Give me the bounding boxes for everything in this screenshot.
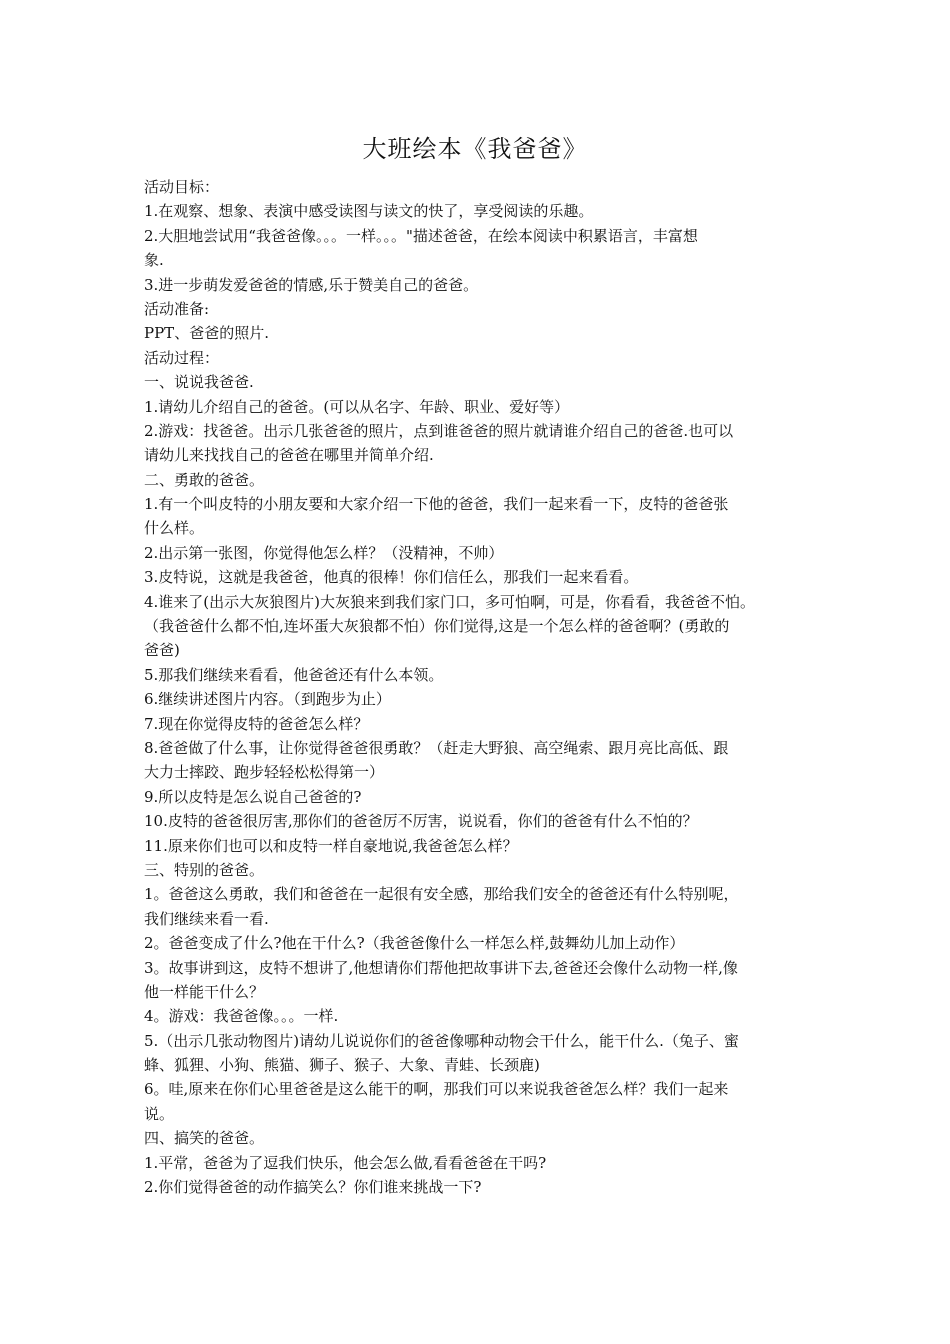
text-line: 6。哇,原来在你们心里爸爸是这么能干的啊，那我们可以来说我爸爸怎么样？我们一起来 xyxy=(144,1080,729,1099)
text-line: 2.出示第一张图，你觉得他怎么样？（没精神，不帅） xyxy=(144,543,504,562)
text-line: 请幼儿来找找自己的爸爸在哪里并简单介绍. xyxy=(144,446,434,465)
text-line: 一、说说我爸爸. xyxy=(144,373,254,392)
text-line: 2.你们觉得爸爸的动作搞笑么？你们谁来挑战一下? xyxy=(144,1178,482,1197)
text-line: 活动过程： xyxy=(144,348,220,367)
text-line: 1。爸爸这么勇敢，我们和爸爸在一起很有安全感，那给我们安全的爸爸还有什么特别呢， xyxy=(144,885,739,904)
text-line: 他一样能干什么？ xyxy=(144,982,265,1001)
text-line: 我们继续来看一看. xyxy=(144,909,269,928)
text-line: 5.（出示几张动物图片)请幼儿说说你们的爸爸像哪种动物会干什么，能干什么.（兔子、蜜 xyxy=(144,1031,739,1050)
text-line: 活动准备: xyxy=(144,299,210,318)
text-line: 6.继续讲述图片内容。（到跑步为止） xyxy=(144,690,391,709)
text-line: 1.平常，爸爸为了逗我们快乐，他会怎么做,看看爸爸在干吗? xyxy=(144,1153,547,1172)
text-line: PPT、爸爸的照片. xyxy=(144,324,269,343)
text-line: 二、勇敢的爸爸。 xyxy=(144,470,265,489)
document-body xyxy=(144,175,814,1199)
text-line: 10.皮特的爸爸很厉害,那你们的爸爸厉不厉害，说说看，你们的爸爸有什么不怕的？ xyxy=(144,812,698,831)
text-line: 象. xyxy=(144,251,164,270)
text-line: 1.有一个叫皮特的小朋友要和大家介绍一下他的爸爸，我们一起来看一下，皮特的爸爸张 xyxy=(144,495,729,514)
text-line: 什么样。 xyxy=(144,519,205,538)
text-line: 1.请幼儿介绍自己的爸爸。(可以从名字、年龄、职业、爱好等） xyxy=(144,397,570,416)
text-line: 1.在观察、想象、表演中感受读图与读文的快了，享受阅读的乐趣。 xyxy=(144,202,594,221)
text-line: 蜂、狐狸、小狗、熊猫、狮子、猴子、大象、青蛙、长颈鹿) xyxy=(144,1056,540,1075)
text-line: 4.谁来了(出示大灰狼图片)大灰狼来到我们家门口，多可怕啊，可是，你看看，我爸爸不怕。 xyxy=(144,592,756,611)
text-line: 4。游戏：我爸爸像。。。一样. xyxy=(144,1007,339,1026)
text-line: 三、特别的爸爸。 xyxy=(144,860,265,879)
text-line: 2.游戏：找爸爸。出示几张爸爸的照片，点到谁爸爸的照片就请谁介绍自己的爸爸.也可以 xyxy=(144,421,734,440)
text-line: 3.皮特说，这就是我爸爸，他真的很棒！你们信任么，那我们一起来看看。 xyxy=(144,568,639,587)
text-line: 2.大胆地尝试用“我爸爸像。。。一样。。。"描述爸爸，在绘本阅读中积累语言，丰富想 xyxy=(144,226,698,245)
text-line: 四、搞笑的爸爸。 xyxy=(144,1129,265,1148)
text-line: 3.进一步萌发爱爸爸的情感,乐于赞美自己的爸爸。 xyxy=(144,275,479,294)
text-line: 9.所以皮特是怎么说自己爸爸的? xyxy=(144,787,362,806)
text-line: 活动目标： xyxy=(144,178,220,196)
text-line: 大力士摔跤、跑步轻轻松松得第一） xyxy=(144,763,385,782)
text-line: 11.原来你们也可以和皮特一样自豪地说,我爸爸怎么样？ xyxy=(144,836,518,855)
text-line: 8.爸爸做了什么事，让你觉得爸爸很勇敢？（赶走大野狼、高空绳索、跟月亮比高低、跟 xyxy=(144,738,729,757)
document-title: 大班绘本《我爸爸》 xyxy=(362,135,588,163)
text-line: 3。故事讲到这，皮特不想讲了,他想请你们帮他把故事讲下去,爸爸还会像什么动物一样,像 xyxy=(144,958,738,977)
text-line: 2。爸爸变成了什么?他在干什么?（我爸爸像什么一样怎么样,鼓舞幼儿加上动作） xyxy=(144,934,685,953)
text-line: 说。 xyxy=(144,1104,175,1123)
text-line: 5.那我们继续来看看，他爸爸还有什么本领。 xyxy=(144,665,444,684)
text-line: （我爸爸什么都不怕,连坏蛋大灰狼都不怕）你们觉得,这是一个怎么样的爸爸啊？(勇敢的 xyxy=(144,617,730,636)
text-line: 7.现在你觉得皮特的爸爸怎么样？ xyxy=(144,714,369,733)
text-line: 爸爸) xyxy=(144,641,180,660)
